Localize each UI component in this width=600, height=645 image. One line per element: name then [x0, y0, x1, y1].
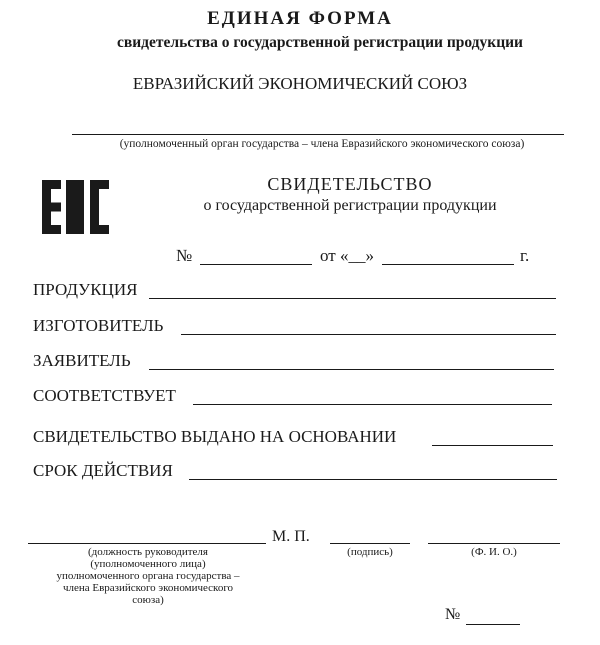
applicant-field[interactable] [149, 369, 554, 370]
certificate-date-label: от «__» [320, 246, 374, 265]
position-caption-4: члена Евразийского экономического [62, 582, 234, 594]
certificate-subtitle: о государственной регистрации продукции [203, 197, 497, 214]
certificate-title: СВИДЕТЕЛЬСТВО [267, 174, 433, 194]
product-label: ПРОДУКЦИЯ [33, 280, 138, 299]
seal-label: М. П. [272, 528, 310, 545]
applicant-label: ЗАЯВИТЕЛЬ [33, 351, 131, 370]
certificate-number-field[interactable] [200, 264, 312, 265]
signature-caption: (подпись) [347, 546, 393, 558]
manufacturer-field[interactable] [181, 334, 556, 335]
form-title: ЕДИНАЯ ФОРМА [207, 8, 393, 29]
full-name-caption: (Ф. И. О.) [471, 546, 517, 558]
basis-label: СВИДЕТЕЛЬСТВО ВЫДАНО НА ОСНОВАНИИ [33, 427, 397, 446]
conforms-label: СООТВЕТСТВУЕТ [33, 386, 176, 405]
form-number-field[interactable] [466, 624, 520, 625]
position-caption-5: союза) [132, 594, 164, 606]
union-name: ЕВРАЗИЙСКИЙ ЭКОНОМИЧЕСКИЙ СОЮЗ [132, 74, 468, 93]
position-caption-3: уполномоченного органа государства – [56, 570, 240, 582]
manufacturer-label: ИЗГОТОВИТЕЛЬ [33, 316, 164, 335]
signature-field[interactable] [330, 543, 410, 544]
position-caption-2: (уполномоченного лица) [90, 558, 206, 570]
conforms-field[interactable] [193, 404, 552, 405]
form-number-label: № [445, 606, 461, 623]
basis-field[interactable] [432, 445, 553, 446]
full-name-field[interactable] [428, 543, 560, 544]
eac-logo [42, 180, 110, 234]
authority-caption: (уполномоченный орган государства – члена Евразийского экономического союза) [119, 138, 525, 150]
validity-field[interactable] [189, 479, 557, 480]
certificate-year-suffix: г. [520, 246, 530, 265]
product-field[interactable] [149, 298, 556, 299]
form-subtitle: свидетельства о государственной регистрации продукции [117, 34, 523, 51]
validity-label: СРОК ДЕЙСТВИЯ [33, 461, 173, 480]
certificate-number-label: № [176, 246, 193, 265]
authority-line[interactable] [72, 134, 564, 135]
position-caption-1: (должность руководителя [88, 546, 208, 558]
certificate-date-field[interactable] [382, 264, 514, 265]
position-field[interactable] [28, 543, 266, 544]
